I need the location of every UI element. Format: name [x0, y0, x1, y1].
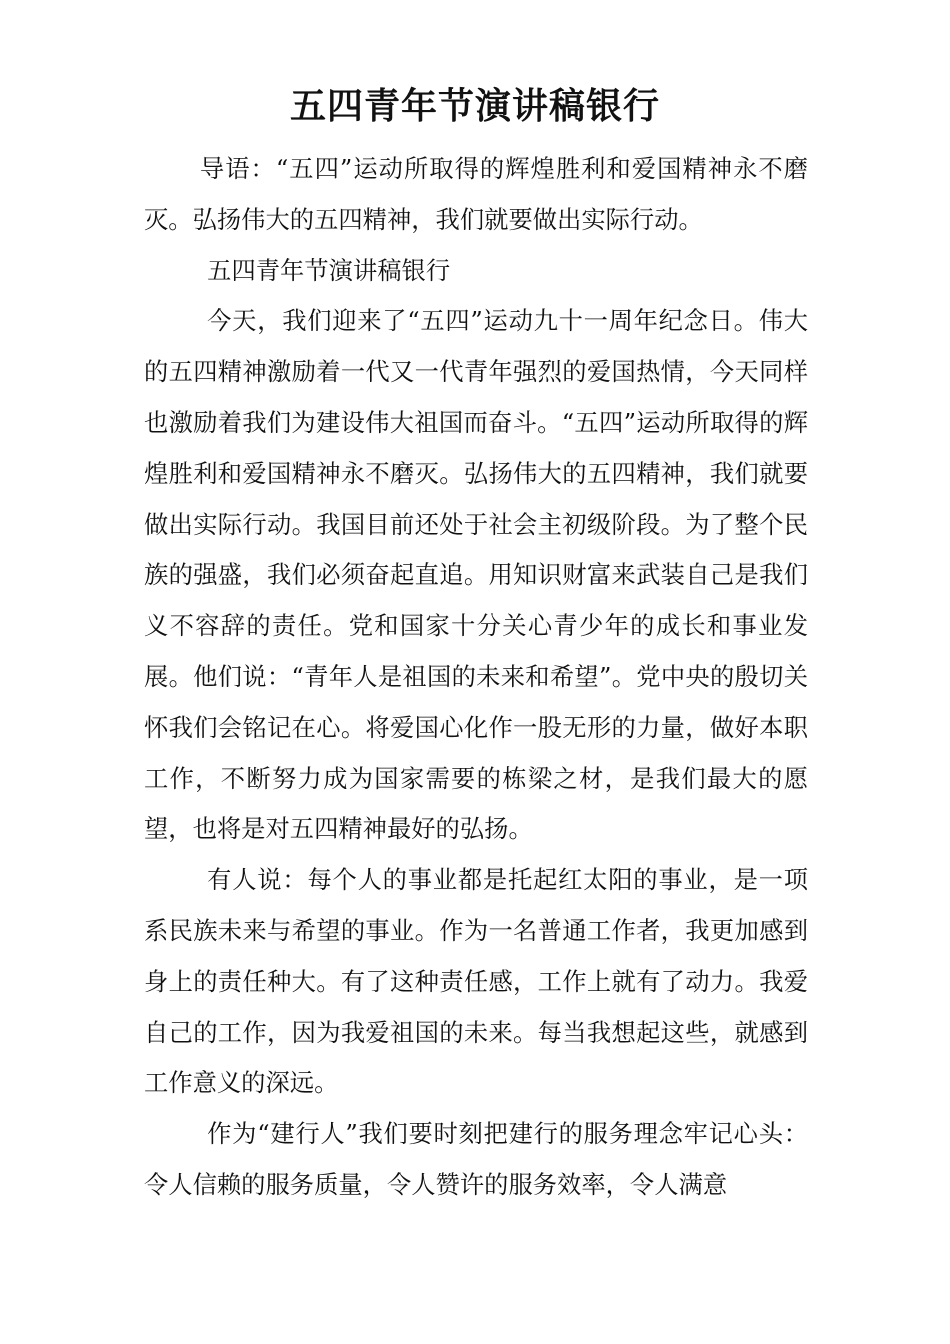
document-title: 五四青年节演讲稿银行 [289, 86, 660, 127]
intro-paragraph: 导语：“五四”运动所取得的辉煌胜利和爱国精神永不磨灭。弘扬伟大的五四精神，我们就要做出实际行动。 [144, 154, 808, 234]
body-paragraph: 作为“建行人”我们要时刻把建行的服务理念牢记心头：令人信赖的服务质量，令人赞许的服务效率，令人满意 [144, 1119, 808, 1199]
body-paragraph: 有人说：每个人的事业都是托起红太阳的事业，是一项系民族未来与希望的事业。作为一名普通工作者，我更加感到身上的责任种大。有了这种责任感，工作上就有了动力。我爱自己的工作，因为我爱祖国的未来。每当我想起这些，就感到工作意义的深远。 [144, 865, 808, 1098]
document-body [144, 144, 808, 1211]
subtitle-paragraph: 五四青年节演讲稿银行 [207, 255, 451, 285]
body-paragraph: 今天，我们迎来了“五四”运动九十一周年纪念日。伟大的五四精神激励着一代又一代青年强烈的爱国热情，今天同样也激励着我们为建设伟大祖国而奋斗。“五四”运动所取得的辉煌胜利和爱国精神永不磨灭。弘扬伟大的五四精神，我们就要做出实际行动。我国目前还处于社会主初级阶段。为了整个民族的强盛，我们必须奋起直追。用知识财富来武装自己是我们义不容辞的责任。党和国家十分关心青少年的成长和事业发展。他们说：“青年人是祖国的未来和希望”。党中央的殷切关怀我们会铭记在心。将爱国心化作一股无形的力量，做好本职工作，不断努力成为国家需要的栋梁之材，是我们最大的愿望，也将是对五四精神最好的弘扬。 [144, 306, 808, 844]
